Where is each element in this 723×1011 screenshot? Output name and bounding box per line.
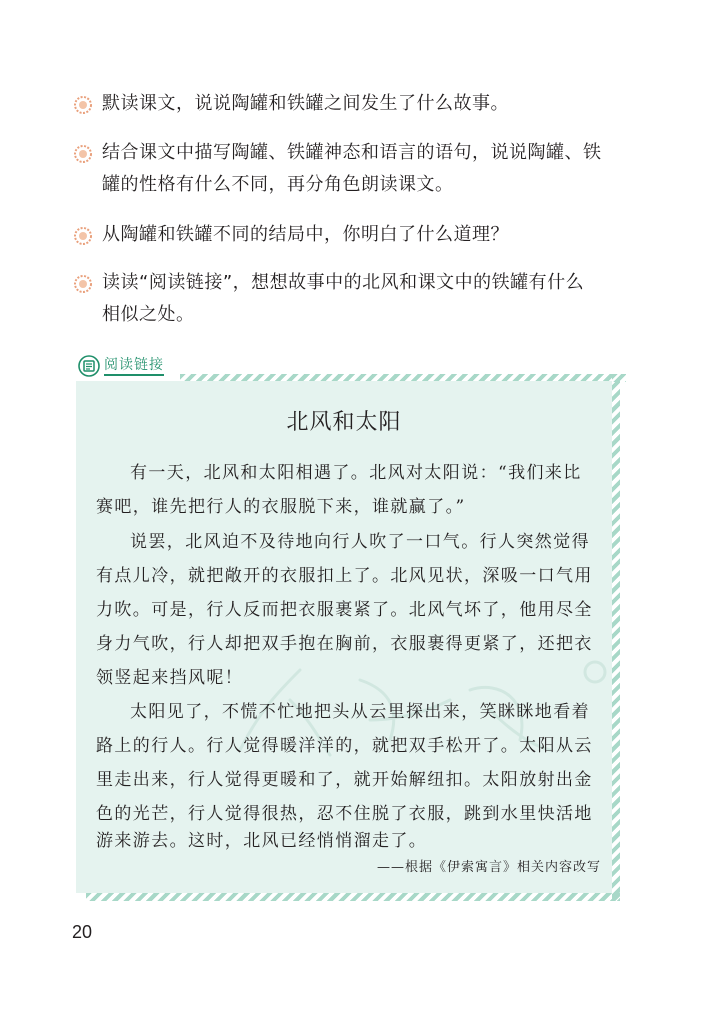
reading-link-label: 阅读链接 (104, 356, 164, 376)
bullet-icon (74, 96, 92, 114)
question-3 (102, 219, 630, 251)
question-1-line-1: 默读课文，说说陶罐和铁罐之间发生了什么故事。 (102, 93, 509, 114)
story-line: 领竖起来挡风呢！ (96, 668, 244, 688)
story-line: 说罢，北风迫不及待地向行人吹了一口气。行人突然觉得 (130, 532, 590, 552)
reading-link-badge (78, 355, 164, 377)
question-1 (102, 88, 630, 120)
story-line: 有点儿冷，就把敞开的衣服扣上了。北风见状，深吸一口气用 (96, 566, 593, 586)
story-line: 太阳见了，不慌不忙地把头从云里探出来，笑眯眯地看着 (130, 702, 590, 722)
question-2-line-1: 结合课文中描写陶罐、铁罐神态和语言的语句，说说陶罐、铁 (102, 142, 602, 163)
story-line: 力吹。可是，行人反而把衣服裹紧了。北风气坏了，他用尽全 (96, 600, 593, 620)
bullet-icon (74, 145, 92, 163)
question-4-line-2: 相似之处。 (102, 304, 195, 325)
question-4 (102, 267, 630, 331)
story-line: 身力气吹，行人却把双手抱在胸前，衣服裹得更紧了，还把衣 (96, 634, 593, 654)
story-line: 路上的行人。行人觉得暖洋洋的，就把双手松开了。太阳从云 (96, 736, 593, 756)
box-stripe-right (612, 374, 620, 901)
story-line: 色的光芒，行人觉得很热，忍不住脱了衣服，跳到水里快活地 (96, 804, 593, 824)
bullet-icon (74, 227, 92, 245)
story-attribution: ——根据《伊索寓言》相关内容改写 (376, 860, 601, 875)
story-line: 游来游去。这时，北风已经悄悄溜走了。 (96, 831, 428, 851)
question-2 (102, 137, 630, 201)
story-line: 有一天，北风和太阳相遇了。北风对太阳说：“我们来比 (130, 463, 582, 483)
question-2-line-2: 罐的性格有什么不同，再分角色朗读课文。 (102, 174, 454, 195)
story-line: 赛吧，谁先把行人的衣服脱下来，谁就赢了。” (96, 497, 466, 517)
page-number: 20 (72, 922, 93, 942)
question-4-line-1: 读读“阅读链接”，想想故事中的北风和课文中的铁罐有什么 (102, 272, 585, 293)
box-stripe-bottom (86, 893, 620, 901)
book-icon (78, 355, 100, 377)
question-3-line-1: 从陶罐和铁罐不同的结局中，你明白了什么道理？ (102, 224, 509, 245)
bullet-icon (74, 275, 92, 293)
story-title: 北风和太阳 (286, 410, 402, 435)
story-line: 里走出来，行人觉得更暖和了，就开始解纽扣。太阳放射出金 (96, 770, 593, 790)
